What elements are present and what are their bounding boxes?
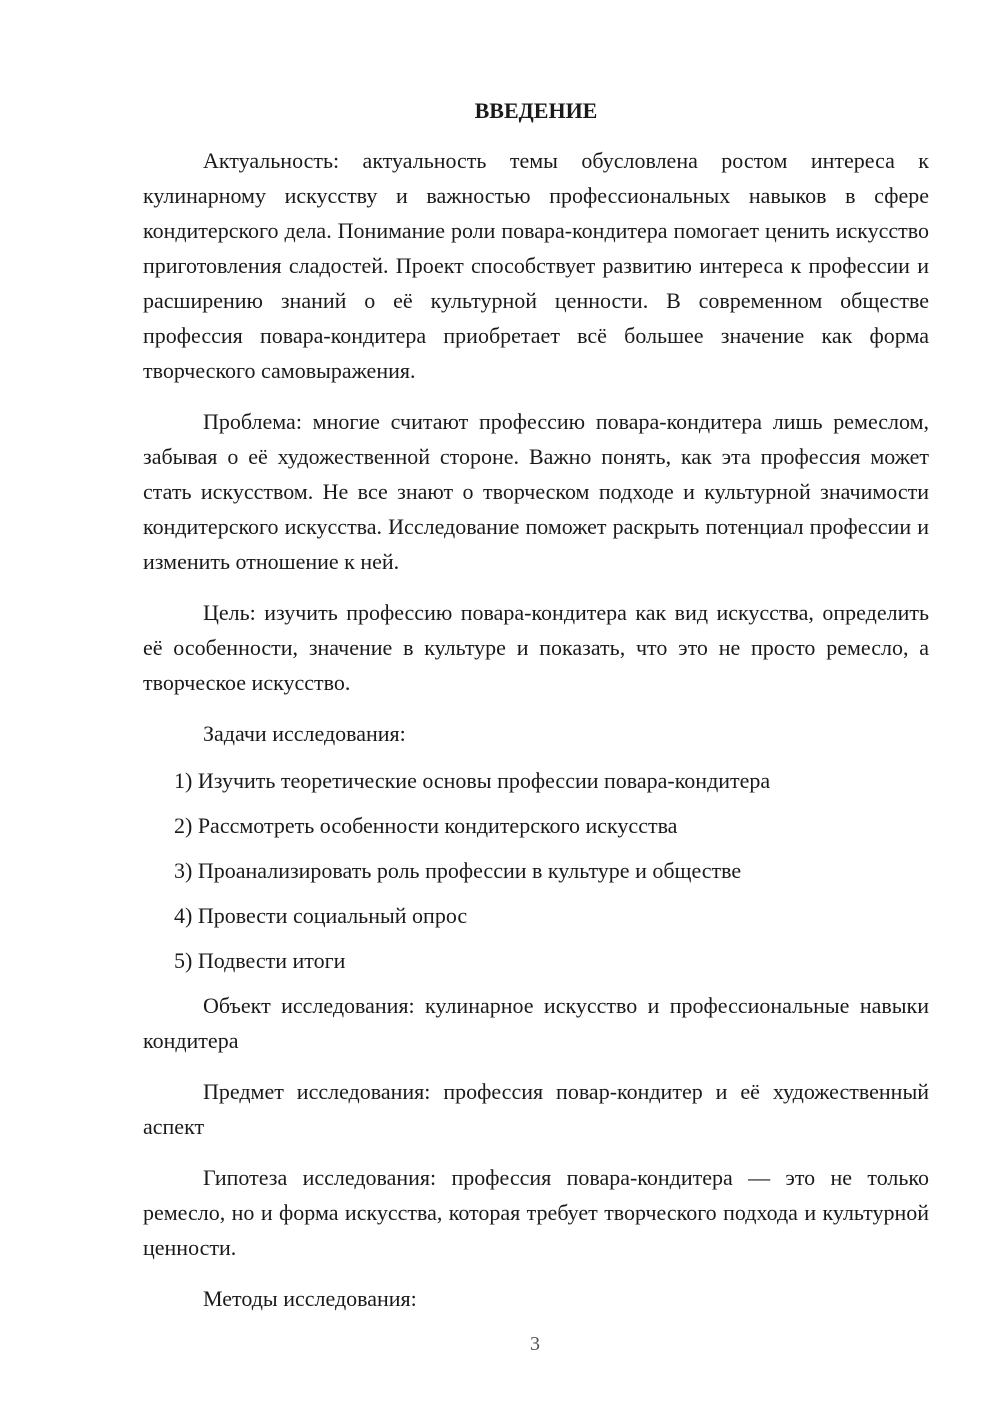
list-item: 5) Подвести итоги: [174, 948, 346, 973]
list-item: 2) Рассмотреть особенности кондитерского искусства: [174, 813, 678, 838]
page-title: ВВЕДЕНИЕ: [474, 98, 598, 123]
list-item: 3) Проанализировать роль профессии в культуре и обществе: [174, 858, 742, 883]
task-list: [143, 763, 929, 978]
paragraph-object: Объект исследования: кулинарное искусство и профессиональные навыки кондитера: [143, 993, 929, 1053]
paragraph-subject: Предмет исследования: профессия повар-кондитер и её художественный аспект: [143, 1079, 929, 1139]
paragraph-methods-heading: Методы исследования:: [203, 1286, 417, 1311]
page-content: [143, 94, 929, 1332]
paragraph-goal: Цель: изучить профессию повара-кондитера как вид искусства, определить её особенности, значение в культуре и показать, что это не просто ремесло, а творческое искусство.: [143, 600, 929, 695]
page-number: 3: [530, 1333, 540, 1355]
paragraph-relevance: Актуальность: актуальность темы обусловлена ростом интереса к кулинарному искусству и важностью профессиональных навыков в сфере кондитерского дела. Понимание роли повара-кондитера помогает ценить искусство приготовления сладостей. Проект способствует развитию интереса к профессии и расширению знаний о её культурной ценности. В современном обществе профессия повара-кондитера приобретает всё большее значение как форма творческого самовыражения.: [143, 148, 929, 383]
paragraph-problem: Проблема: многие считают профессию повара-кондитера лишь ремеслом, забывая о её художественной стороне. Важно понять, как эта профессия может стать искусством. Не все знают о творческом подходе и культурной значимости кондитерского искусства. Исследование поможет раскрыть потенциал профессии и изменить отношение к ней.: [143, 409, 929, 574]
list-item: 1) Изучить теоретические основы профессии повара-кондитера: [174, 768, 771, 793]
paragraph-hypothesis: Гипотеза исследования: профессия повара-кондитера — это не только ремесло, но и форма искусства, которая требует творческого подхода и культурной ценности.: [143, 1165, 929, 1260]
list-item: 4) Провести социальный опрос: [174, 903, 468, 928]
paragraph-tasks-heading: Задачи исследования:: [203, 721, 406, 746]
